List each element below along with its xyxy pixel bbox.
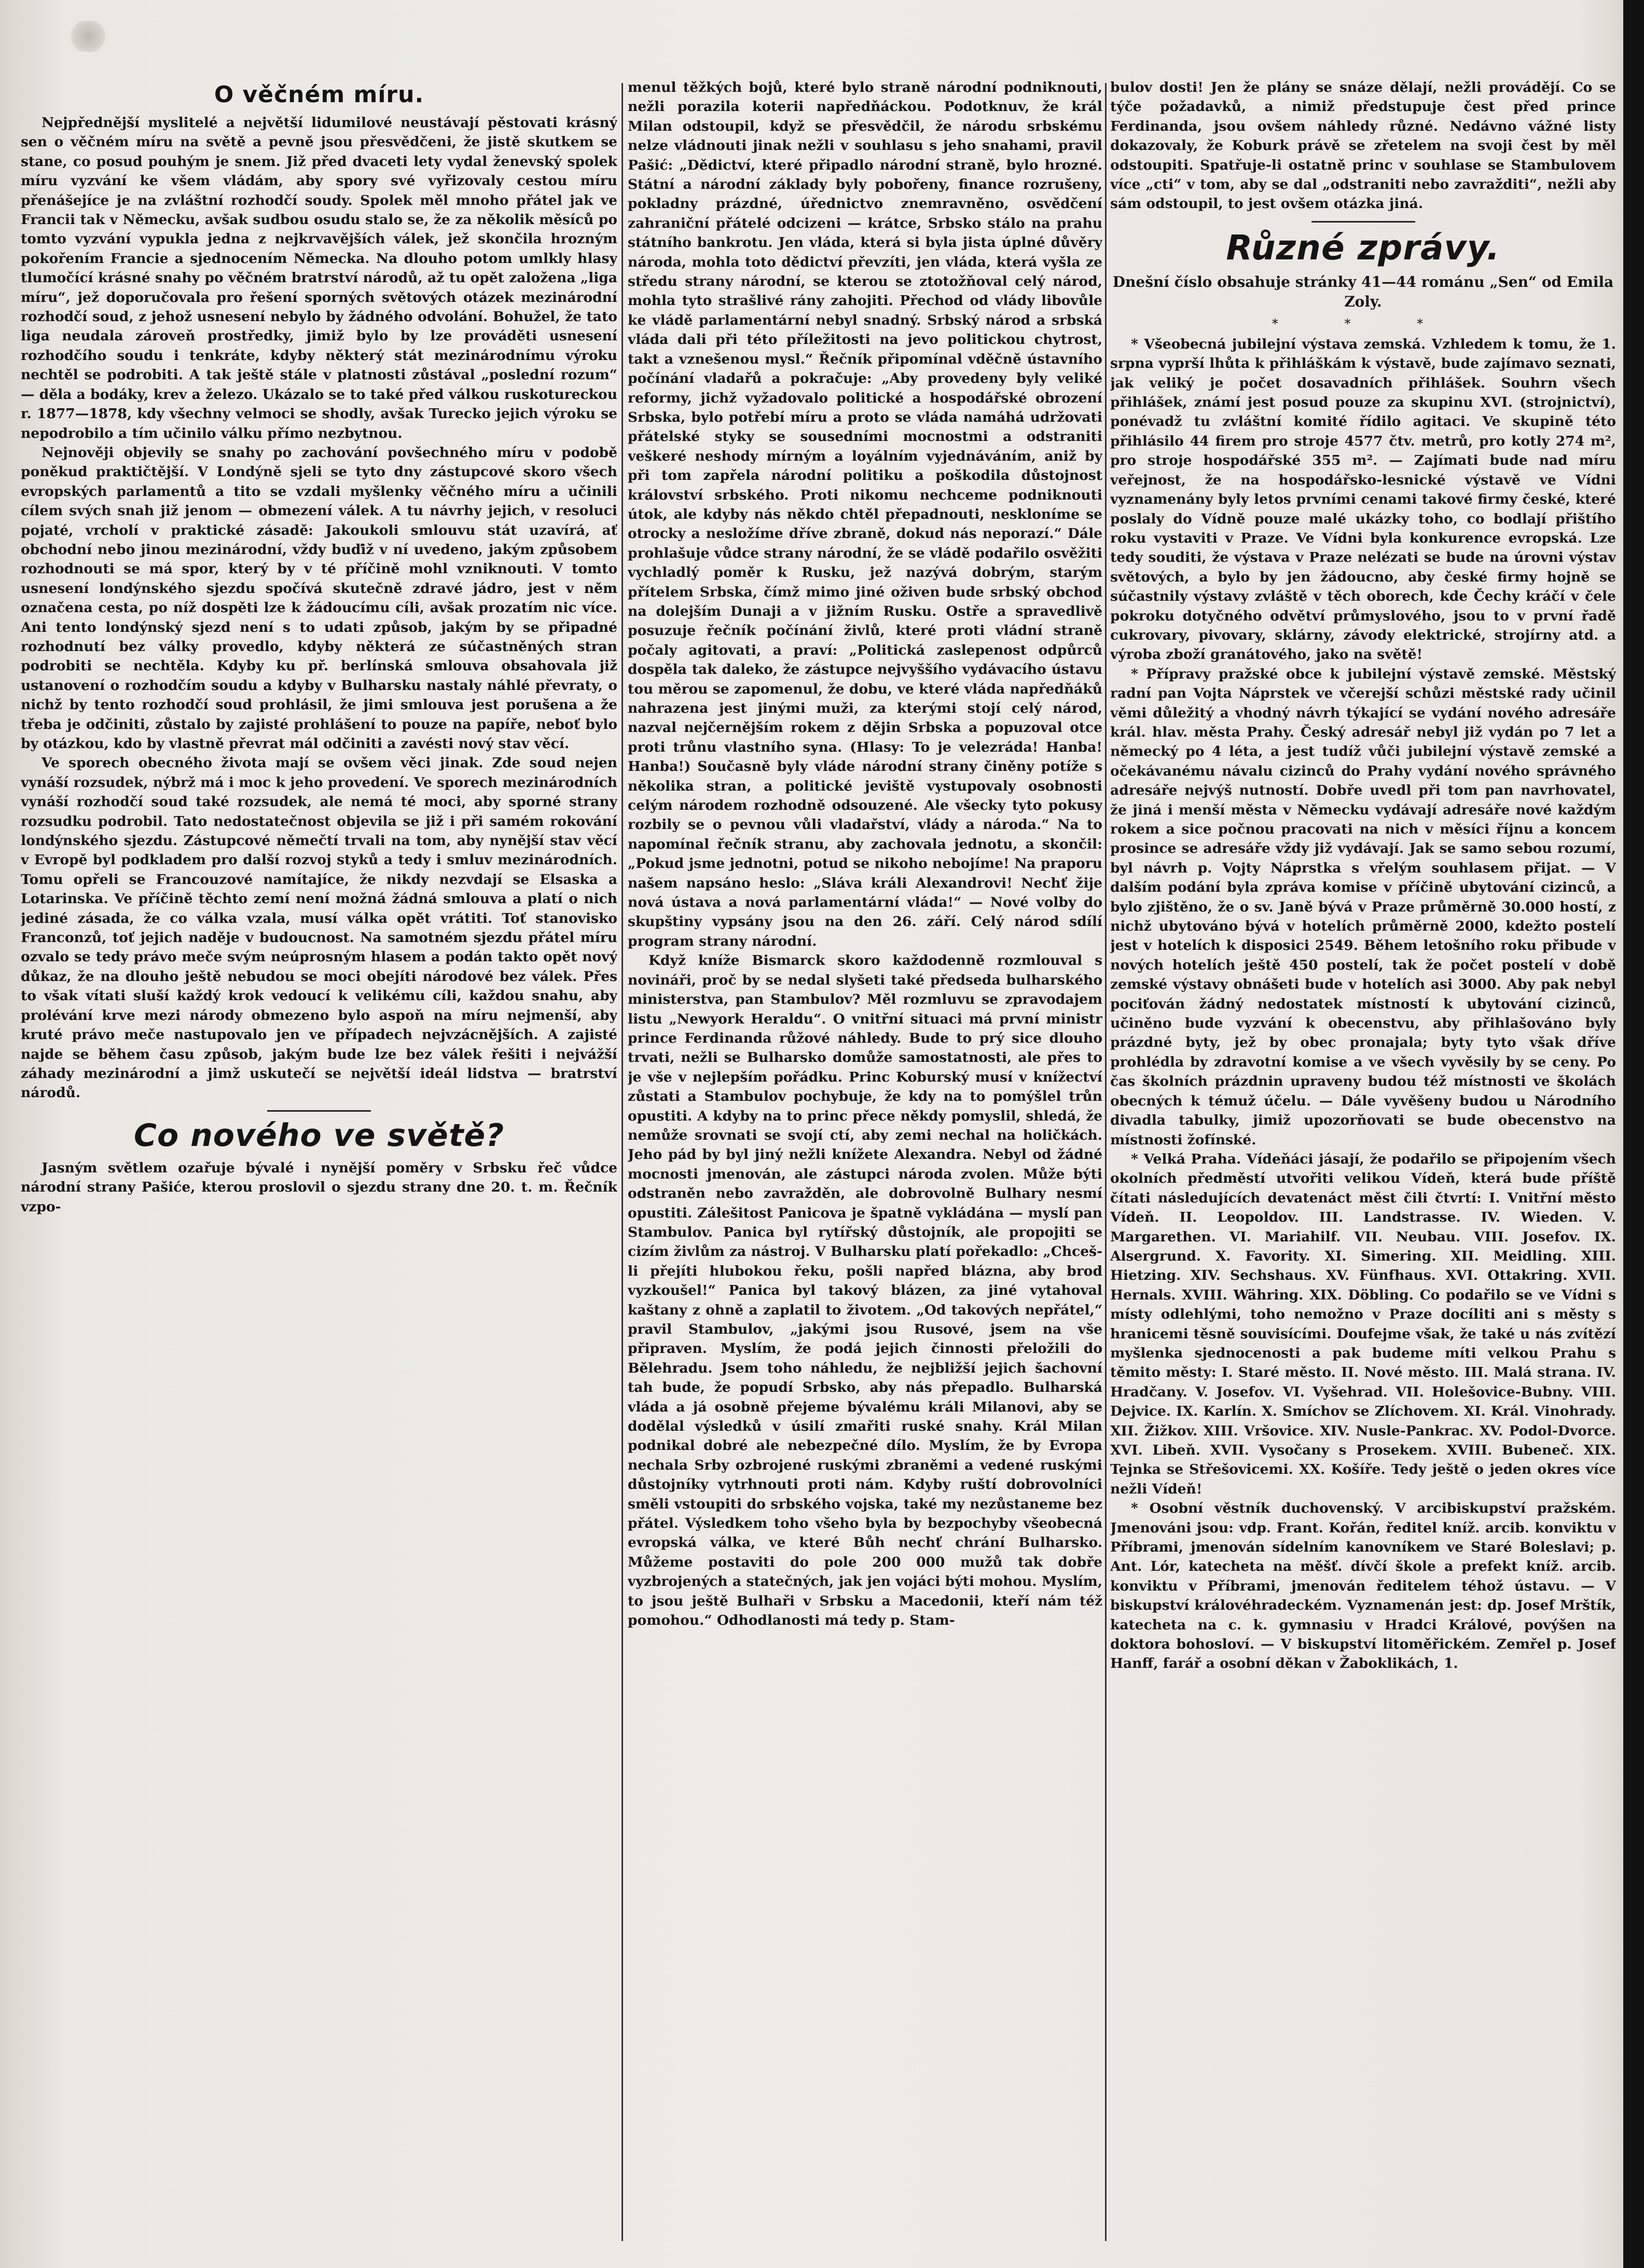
section-heading-various-news: Různé zprávy.: [1226, 227, 1500, 268]
article-paragraph: Nejnověji objevily se snahy po zachování povšechného míru v podobě poněkud praktičtější. V Londýně sjeli se tyto dny zástupcové skoro všech evropských parlamentů a tito se vzdali myšlenky věčného míru a učinili cílem svých snah již jenom — obmezení válek. A tu návrhy jejich, v resoluci pojaté, vrcholí v praktické zásadě: Jakoukoli smlouvu stát uzavírá, ať obchodní nebo jinou mezinárodní, vždy buďiž v ní uvedeno, jakým způsobem rozhodnouti se má spor, který by v té příčině mohl vzniknouti. V tomto usnesení londýnského sjezdu spočívá skutečně zdravé jádro, jest v něm označena cesta, po níž dospěti lze k žádoucímu cíli, avšak prozatím nic více. Ani tento londýnský sjezd není s to udati způsob, jakým by se připadné rozhodnutí bez války provedlo, kdyby některá ze súčastněných stran podrobiti se nechtěla. Kdyby ku př. berlínská smlouva obsahovala již ustanovení o rozhodčím soudu a kdyby v Bulharsku nastaly náhlé převraty, o nichž by tento rozhodčí soud prohlásil, že jimi smlouva jest porušena a že třeba je odčiniti, zůstalo by zajisté prohlášení to pouze na papíře, neboť bylo by otázkou, kdo by vlastně převrat mál odčiniti a zavésti nový stav věcí.: [21, 444, 617, 752]
column-rule: [1105, 83, 1107, 2241]
column-middle: [628, 78, 1102, 2246]
divider: [267, 1110, 371, 1112]
issue-note: Dnešní číslo obsahuje stránky 41—44 románu „Sen“ od Emila Zoly.: [1112, 273, 1614, 310]
article-paragraph: menul těžkých bojů, které bylo straně národní podniknouti, nežli porazila koterii napředňáckou. Podotknuv, že král Milan odstoupil, když se přesvědčil, že národu srbskému nelze vládnouti jinak nežli v souhlasu s jeho snahami, pravil Pašić: „Dědictví, které připadlo národní straně, bylo hrozné. Státní a národní základy byly pobořeny, finance rozrušeny, pokladny prázdné, úřednictvo znemravněno, osvědčení zahraniční přátelé odcizeni — krátce, Srbsko stálo na prahu státního bankrotu. Jen vláda, která si byla jista úplné důvěry národa, mohla toto dědictví převzíti, jen vláda, která vyšla ze středu strany národní, se kterou se ztotožňoval celý národ, mohla tyto strašlivé rány zahojiti. Přechod od vlády libovůle ke vládě parlamentární nebyl snadný. Srbský národ a srbská vláda dali při této příležitosti na jevo politickou chytrost, takt a vznešenou mysl.“ Řečník připomínal vděčně ústavního počínání vladařů a pokračuje: „Aby provedeny byly veliké reformy, jichž vyžadovalo politické a hospodářské obrození Srbska, bylo potřebí míru a proto se vláda namáhá udržovati přátelské styky se sousedními mocnostmi a odstraniti veškeré neshody mírným a loyálním vyjednáváním, aniž by při tom zapřela národní politiku a poškodila důstojnost království srbského. Proti nikomu nechceme podniknouti útok, ale kdyby nás někdo chtěl přepadnouti, neskloníme se otrocky a nesložíme dříve zbraně, dokud nás neporazí.“ Dále prohlašuje vůdce strany národní, že se vládě podařilo osvěžiti vychladlý poměr k Rusku, jež nazývá dobrým, starým přítelem Srbska, čímž mimo jiné oživen bude srbský obchod na dolejším Dunaji a v jižním Rusku. Ostře a spravedlivě posuzuje řečník počínání živlů, které proti vládní straně počaly agitovati, a praví: „Politická zaslepenost odpůrců dospěla tak daleko, že zástupce nejvyššího vydávacího ústavu tou měrou se zapomenul, že dobu, ve které vláda napředňáků nahrazena jest jinými muži, za kterými stojí celý národ, nazval nejčernějším rokem z dějin Srbska a popuzoval otce proti trůnu vlastního syna. (Hlasy: To je velezráda! Hanba! Hanba!) Současně byly vláde národní strany činěny potíže s několika stran, a politické jeviště vystupovaly osobnosti celým národem rozhodně odsouzené. Ale všecky tyto pokusy rozbily se o pevnou vůli vladařství, vlády a národa.“ Na to napomínal řečník stranu, aby zachovala jednotu, a skončil: „Pokud jsme jednotni, potud se nikoho nebojíme! Na praporu našem napsáno heslo: „Sláva králi Alexandrovi! Nechť žije nová ústava a nová parlamentární vláda!“ — Nové volby do skupštiny vypsány jsou na den 26. září. Celý národ sdílí program strany národní.: [628, 79, 1102, 949]
article-heading-news: Co nového ve světě?: [133, 1117, 505, 1154]
article-paragraph: bulov dosti! Jen že plány se snáze dělají, nežli provádějí. Co se týče požadavků, a nimiž předstupuje čest před prince Ferdinanda, jsou ovšem náhledy různé. Nedávno vážné listy dokazovaly, že Koburk právě se zřetelem na svoji čest by měl odstoupiti. Spatřuje-li ostatně princ v souhlase se Stambulovem více „cti“ v tom, aby se dal „odstraniti nebo zavražditi“, nežli aby sám odstoupil, to jest ovšem otázka jiná.: [1110, 79, 1616, 212]
column-rule: [621, 83, 623, 2241]
article-paragraph: Jasným světlem ozařuje bývalé i nynější poměry v Srbsku řeč vůdce národní strany Pašiće, kterou proslovil o sjezdu strany dne 20. t. m. Řečník vzpo-: [21, 1159, 617, 1215]
column-right: [1110, 78, 1616, 2246]
article-paragraph: Nejpřednější myslitelé a největší lidumilové neustávají pěstovati krásný sen o věčném míru na světě a pevně jsou přesvědčeni, že jistě skutkem se stane, co posud pouhým je snem. Již před dvaceti lety vydal ženevský spolek míru vyzvání ke všem vládám, aby spory své vyřizovaly cestou míru přenášejíce je na zvláštní rozhodčí soudy. Spolek měl mnoho přátel jak ve Francii tak v Německu, avšak sudbou osudu stalo se, že za několik měsíců po tomto vyzvání vypukla jedna z nejkrvavějších válek, jež skončila hrozným pokořením Francie a sjednocením Německa. Na dlouho potom umlkly hlasy tlumočící krásné snahy po věčném bratrství národů, až tu opět založena „liga míru“, jež doporučovala pro řešení sporných světových otázek mezinárodní rozhodčí soud, z jehož usnesení nebylo by žádného odvolání. Bohužel, že tato liga neudala zároveň prostředky, jimiž bylo by lze prováděti usnesení rozhodčího soudu i tenkráte, kdyby některý stát mezinárodnímu výroku nechtěl se podrobiti. A tak ještě stále v platnosti zůstával „poslední rozum“ — děla a bodáky, krev a železo. Ukázalo se to také před válkou ruskotureckou r. 1877—1878, kdy všechny velmoci se shodly, avšak Turecko jejich výroku se nepodrobilo a tím učinilo válku přímo nezbytnou.: [21, 115, 617, 441]
news-item: * Osobní věstník duchovenský. V arcibiskupství pražském. Jmenováni jsou: vdp. Frant. Kořán, ředitel kníž. arcib. konviktu v Příbrami, jmenován sídelním kanovníkem ve Staré Boleslavi; p. Ant. Lór, katecheta na měšť. dívčí škole a prefekt kníž. arcib. konviktu v Příbrami, jmenován ředitelem téhož ústavu. — V biskupství královéhradeckém. Vyznamenán jest: dp. Josef Mrštík, katecheta na c. k. gymnasiu v Hradci Králové, povýšen na doktora bohosloví. — V biskupství litoměřickém. Zemřel p. Josef Hanff, farář a osobní děkan v Žaboklikách, 1.: [1110, 1500, 1616, 1672]
stamp-mark: [67, 21, 109, 52]
news-item: * Přípravy pražské obce k jubilejní výstavě zemské. Městský radní pan Vojta Náprstek ve včerejší schůzi městské rady učinil věmi důležitý a vhodný návrh týkající se vydání nového adresáře král. hlav. města Prahy. Český adresář nebyl již vydán po 7 let a německý po 4 léta, a jest tudíž vůči jubilejní výstavě zemské a očekávanému návalu cizinců do Prahy vydání nového správného adresáře nejvýš nutností. Dobře uvedl při tom pan navrhovatel, že jiná i menší města v Německu vydávají adresáře nové každým rokem a sice počnou pracovati na nich v měsíci říjnu a koncem prosince se adresáře vždy již vydávají. Jak se samo sebou rozumí, byl návrh p. Vojty Náprstka s vřelým souhlasem přijat. — V dalším podání byla zpráva komise v příčině ubytování cizinců, a bylo zjištěno, že o sv. Janě bývá v Praze průměrně 30.000 hostí, z nichž ubytováno bývá v hotelích průměrně 2000, kdežto postelí jest v hotelích k disposici 2549. Během letošního roku přibude v nových hotelích ještě 450 postelí, tak že počet postelí v době zemské výstavy obnášeti bude v hotelích asi 3000. Aby pak nebyl pociťován žádný nedostatek místností k ubytování cizinců, učiněno bude vyzvání k obecenstvu, aby přihlašováno byly prázdné byty, jež by obec pronajala; byty tyto však dříve prohlédla by zdravotní komise a ve všech vyvěsily by se ceny. Po čas školních prázdnin upraveny budou též místnosti ve školách obecných k témuž účelu. — Dále vyvěšeny budou u Národního divadla tabulky, jimiž upozorňovati se bude obecenstvo na místnosti žofínské.: [1110, 666, 1616, 1148]
news-item: * Velká Praha. Vídeňáci jásají, že podařilo se připojením všech okolních předměstí utvořiti velikou Vídeň, která bude příště čítati následujících devatenáct měst čili čtvrtí: I. Vnitřní město Vídeň. II. Leopoldov. III. Landstrasse. IV. Wieden. V. Margarethen. VI. Mariahilf. VII. Neubau. VIII. Josefov. IX. Alsergrund. X. Favority. XI. Simering. XII. Meidling. XIII. Hietzing. XIV. Sechshaus. XV. Fünfhaus. XVI. Ottakring. XVII. Hernals. XVIII. Währing. XIX. Döbling. Co podařilo se ve Vídni s místy odlehlými, toho nemožno v Praze docíliti ani s městy s hranicemi těsně souvisícími. Doufejme však, že také u nás zvítězí myšlenka sjednocenosti a pak budeme míti velkou Prahu s těmito městy: I. Staré město. II. Nové město. III. Malá strana. IV. Hradčany. V. Josefov. VI. Vyšehrad. VII. Holešovice-Bubny. VIII. Dejvice. IX. Karlín. X. Smíchov se Zlíchovem. XI. Král. Vinohrady. XII. Žižkov. XIII. Vršovice. XIV. Nusle-Pankrac. XV. Podol-Dvorce. XVI. Libeň. XVII. Vysočany s Prosekem. XVIII. Bubeneč. XIX. Tejnka se Střešovicemi. XX. Košíře. Tedy ještě o jeden okres více nežli Vídeň!: [1110, 1151, 1616, 1497]
column-left: [21, 78, 617, 2246]
article-paragraph: Ve sporech obecného života mají se ovšem věci jinak. Zde soud nejen vynáší rozsudek, nýbrž má i moc k jeho provedení. Ve sporech mezinárodních vynáší rozhodčí soud také rozsudek, ale nemá té moci, aby sporné strany rozsudku podrobil. Tato nedostatečnost objevila se již i při samém rokování londýnského sjezdu. Zástupcové němečtí trvali na tom, aby nynější stav věcí v Evropě byl podkladem pro další rozvoj styků a tedy i smluv mezinárodních. Tomu opřeli se Francouzové namítajíce, že nikdy nezvdají se Elsaska a Lotarinska. Ve příčině těchto zemí není možná žádná smlouva a platí o nich jediné zásada, že co válka vzala, musí válka opět vrátiti. Toť stanovisko Franconzů, toť jejich naděje v budoucnost. Na samotném sjezdu přátel míru ozvalo se tedy právo meče svým neúprosným hlasem a podán takto opět nový důkaz, že na dlouho ještě nebudou se moci obejíti národové bez válek. Přes to však vítati sluší každý krok vedoucí k velikému cíli, každou snahu, aby prolévání krve mezi národy obmezeno bylo aspoň na míru nejmenší, aby kruté právo meče nastupovalo jen ve případech nejvzácnějších. A zajisté najde se během času způsob, jakým bude lze bez válek řešiti i nejvážší záhady mezinárodní a jimž uskutečí se největší ideál lidstva — bratrství národů.: [21, 755, 617, 1101]
news-item: * Všeobecná jubilejní výstava zemská. Vzhledem k tomu, že 1. srpna vyprší lhůta k přihláškám k výstavě, bude zajímavo seznati, jak veliký je počet dosavadních přihlášek. Souhrn všech přihlášek, známí jest posud pouze za skupinu XVI. (strojnictví), ponévadž tu zvláštní komité řídilo agitaci. Ve skupině této přihlásilo 44 firem pro stroje 4577 čtv. metrů, pro kotly 274 m², pro stroje hospodářské 355 m². — Zajímati bude nad míru veřejnost, že na hospodářsko-lesnické výstavě ve Vídni vyznamenány byly letos prvními cenami takové firmy české, které poslaly do Vídně pouze malé ukázky toho, co bodlají přištího roku vystaviti v Praze. Ve Vídni byla konkurence evropská. Lze tedy souditi, že výstava v Praze nelézati se bude na úrovni výstav světových, a bylo by jen žádoucno, aby české firmy hojně se súčastnily výstavy zvláště v těch oborech, kde Čechy kráčí v čele pokroku dotyčného odvětví průmyslového, jsou to v první řadě cukrovary, pivovary, sklárny, závody elektrické, strojírny atd. a výroba zboží granátového, jako na světě!: [1110, 336, 1616, 663]
star-separator: * * *: [1272, 316, 1455, 331]
article-paragraph: Když kníže Bismarck skoro každodenně rozmlouval s novináři, proč by se nedal slyšeti také předseda bulharského ministerstva, pan Stambulov? Měl rozmluvu se zpravodajem listu „Newyork Heraldu“. O vnitřní situaci má první ministr prince Ferdinanda růžové náhledy. Bude to prý sice dlouho trvati, nežli se Bulharsko domůže samostatnosti, ale přes to je vše v nejlepším pořádku. Princ Koburský musí v knížectví zůstati a Stambulov pochybuje, že kdy na to pomýšlel trůn opustiti. A kdyby na to princ přece někdy pomyslil, shledá, že nemůže srovnati se svojí ctí, aby zemi nechal na holičkách. Jeho pád by byl jiný nežli knížete Alexandra. Nebyl od žádné mocnosti jmenován, ale zástupci národa zvolen. Může býti odstraněn nebo zavražděn, ale dobrovolně Bulhary nesmí opustiti. Zálešitost Panicova je špatně vykládána — myslí pan Stambulov. Panica byl rytířský důstojník, ale propojiti se cizím živlům za nástroj. V Bulharsku platí pořekadlo: „Chceš-li přejíti hlubokou řeku, pošli napřed blázna, aby brod vyzkoušel!“ Panica byl takový blázen, za jiné vytahoval kaštany z ohně a zaplatil to životem. „Od takových nepřátel,“ pravil Stambulov, „jakými jsou Rusové, jsem na vše připraven. Myslím, že podá jejich činnosti přeložili do Bělehradu. Jsem toho náhledu, že nejbližší jejich šachovní tah bude, že popudí Srbsko, aby nás přepadlo. Bulharská vláda a já osobně přejeme bývalému králi Milanovi, aby se dodělal výsledků v úsilí zmařiti ruské snahy. Král Milan podnikal dobré ale nebezpečné dílo. Myslím, že by Evropa nechala Srby ozbrojené ruskými zbraněmi a vedené ruskými důstojníky vytrhnouti proti nám. Kdyby ruští dobrovolníci směli vstoupiti do srbského vojska, také my nezůstaneme bez přátel. Výsledkem toho všeho byla by bezpochyby všeobecná evropská válka, ve které Bůh nechť chrání Bulharsko. Můžeme postaviti do pole 200 000 mužů tak dobře vyzbrojených a statečných, jak jen vojáci býti mohou. Myslím, to jsou ještě Bulhaři v Srbsku a Macedonii, kteří nám též pomohou.“ Odhodlanosti má tedy p. Stam-: [628, 952, 1102, 1629]
divider: [1311, 221, 1415, 223]
article-heading-eternal-peace: O věčném míru.: [214, 81, 424, 108]
scan-edge: [1623, 0, 1644, 2268]
